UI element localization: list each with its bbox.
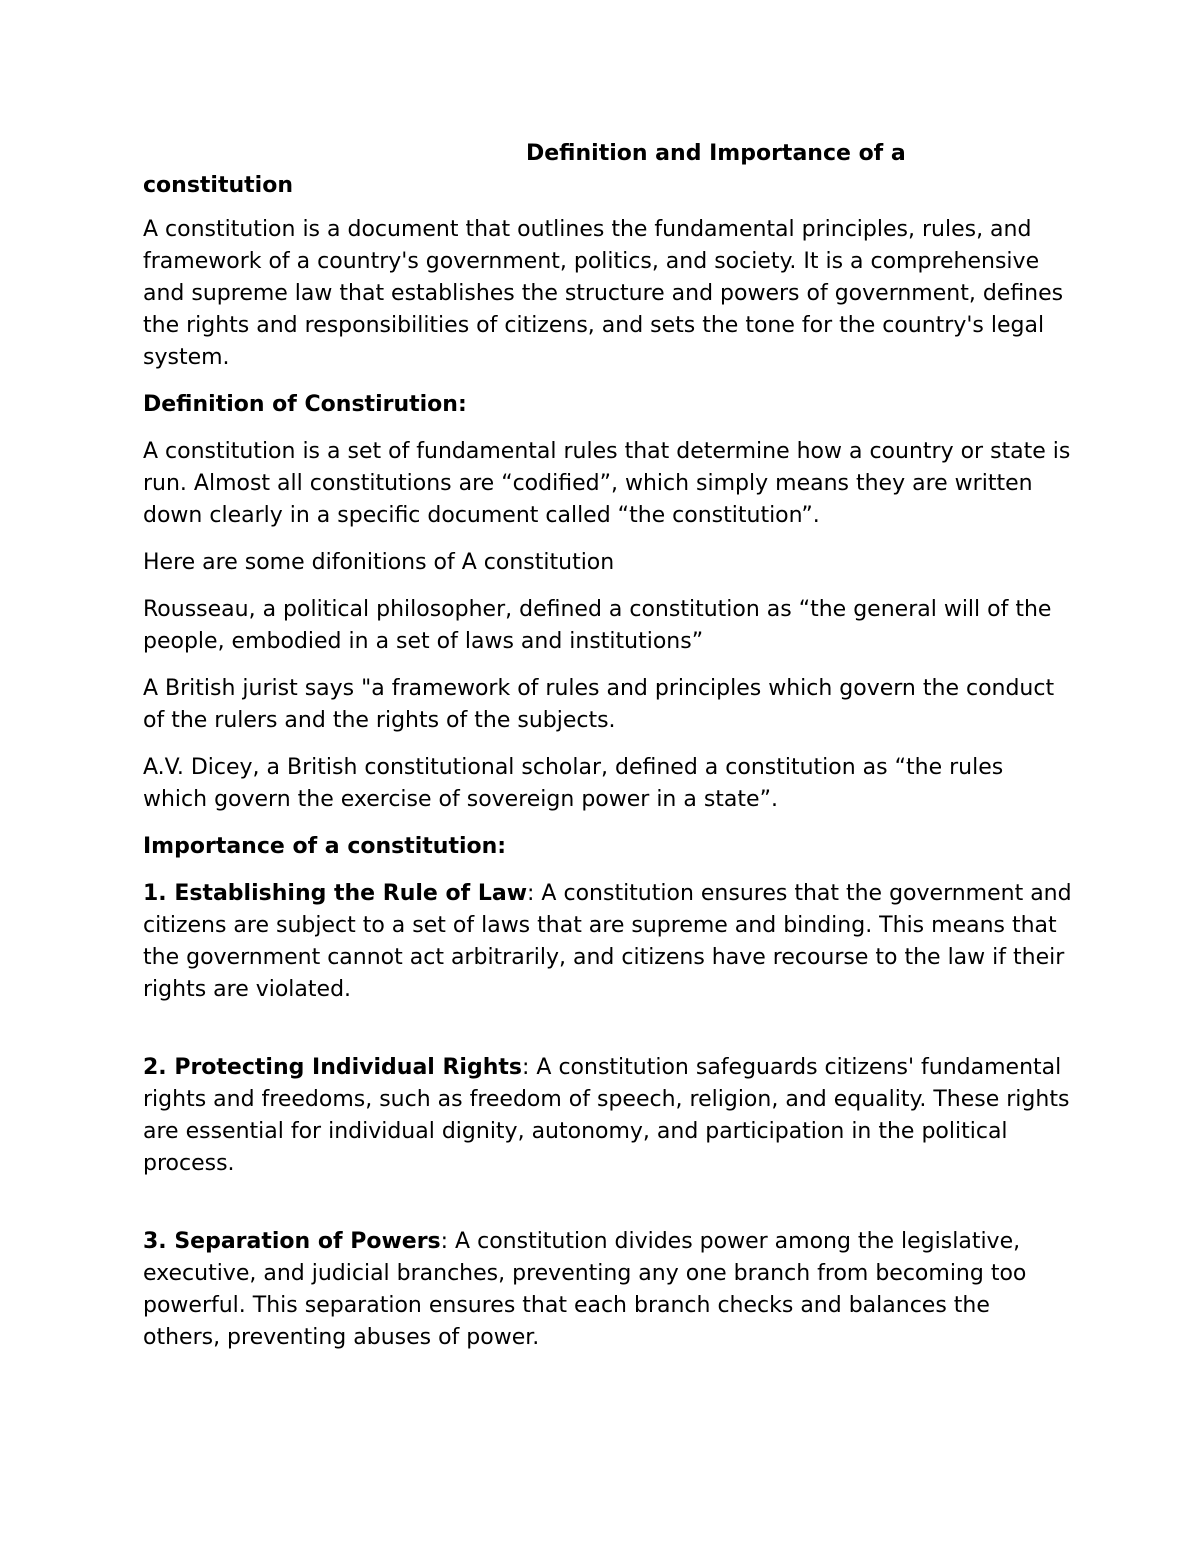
point-text: : A constitution safeguards citizens' fundamental rights and freedoms, such as freedom of speech, religion, and equality. These rights are essential for individual dignity, autonomy, and participation in the political process. (143, 1055, 1070, 1176)
intro-paragraph: A constitution is a document that outlines the fundamental principles, rules, and framework of a country's government, politics, and society. It is a comprehensive and supreme law that establishes the structure and powers of government, defines the rights and responsibilities of citizens, and sets the tone for the country's legal system. (143, 217, 1064, 370)
spacer (143, 1195, 1073, 1226)
point-label: 2. Protecting Individual Rights (143, 1055, 522, 1080)
importance-heading: Importance of a constitution: (143, 834, 507, 859)
point-separation-of-powers (143, 1226, 1073, 1354)
point-label: 1. Establishing the Rule of Law (143, 881, 528, 906)
document-page (143, 138, 1073, 1369)
point-label: 3. Separation of Powers (143, 1229, 441, 1254)
british-jurist-quote: A British jurist says "a framework of rules and principles which govern the conduct of the rulers and the rights of the subjects. (143, 676, 1055, 733)
definition-paragraph: A constitution is a set of fundamental rules that determine how a country or state is run. Almost all constitutions are “codified”, which simply means they are written down clearly in a specific document called “the constitution”. (143, 439, 1071, 528)
point-individual-rights (143, 1052, 1073, 1180)
point-text: : A constitution ensures that the government and citizens are subject to a set of laws that are supreme and binding. This means that the government cannot act arbitrarily, and citizens have recourse to the law if their rights are violated. (143, 881, 1072, 1002)
title-line-1: Definition and Importance of a (526, 141, 906, 166)
rousseau-quote: Rousseau, a political philosopher, defined a constitution as “the general will of the people, embodied in a set of laws and institutions” (143, 597, 1052, 654)
dicey-quote: A.V. Dicey, a British constitutional scholar, defined a constitution as “the rules which govern the exercise of sovereign power in a state”. (143, 755, 1004, 812)
point-rule-of-law (143, 878, 1073, 1006)
title-line-2: constitution (143, 173, 293, 198)
definition-heading: Definition of Constirution: (143, 392, 467, 417)
definitions-intro: Here are some difonitions of A constitution (143, 550, 615, 575)
point-text: : A constitution divides power among the legislative, executive, and judicial branches, preventing any one branch from becoming too powerful. This separation ensures that each branch checks and balances the others, preventing abuses of power. (143, 1229, 1027, 1350)
document-title (143, 138, 1073, 202)
spacer (143, 1021, 1073, 1052)
